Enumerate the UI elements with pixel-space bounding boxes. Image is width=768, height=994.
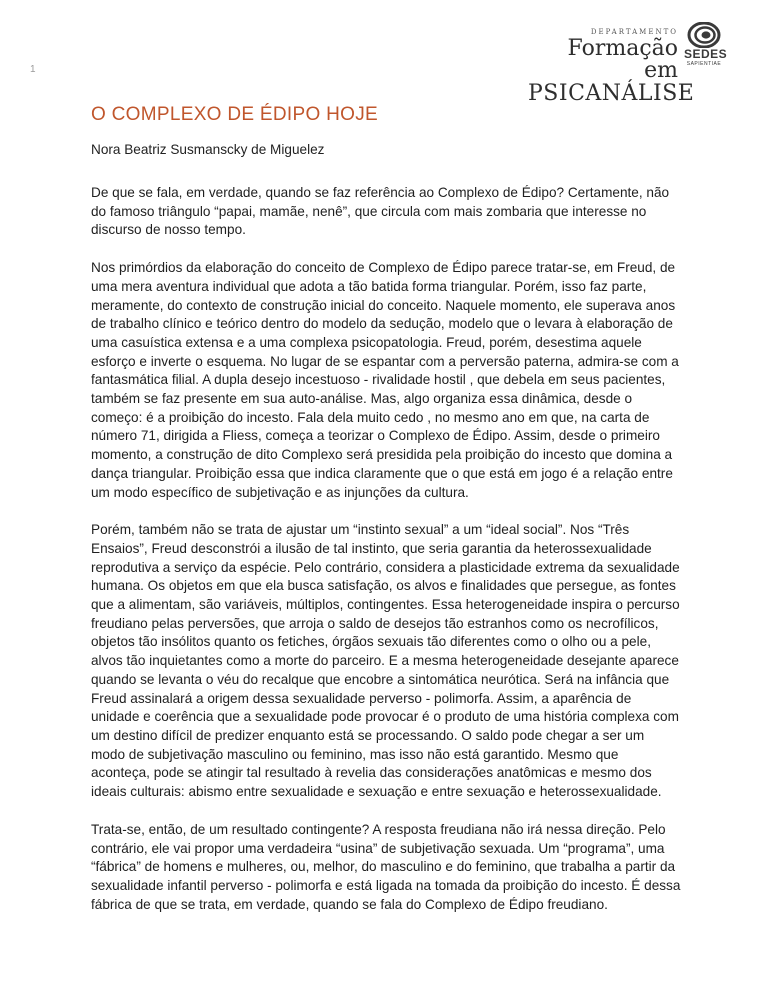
paragraph: De que se fala, em verdade, quando se faz referência ao Complexo de Édipo? Certamente, não do famoso triângulo “papai, mamãe, nenê”, que circula com mais zombaria que interesse no discurso de nosso tempo. (91, 185, 670, 238)
author-name: Nora Beatriz Susmanscky de Miguelez (91, 142, 325, 157)
paragraph: Nos primórdios da elaboração do conceito de Complexo de Édipo parece tratar-se, em Freud, de uma mera aventura individual que adota a tão batida forma triangular. Porém, isso faz parte, meramente, do contexto de construção inicial do conceito. Naquele momento, ele superava anos de trabalho clínico e teórico dentro do modelo da sedução, modelo que o levara à elaboração de uma casuística extensa e a uma complexa psicopatologia. Freud, porém, desestima aquele esforço e inverte o esquema. No lugar de se espantar com a perversão paterna, admira-se com a fantasmática filial. A dupla desejo incestuoso - rivalidade hostil , que debela em seus pacientes, também se faz presente em sua auto-análise. Mas, algo organiza essa dinâmica, desde o começo: é a proibição do incesto. Fala dela muito cedo , no mesmo ano em que, na carta de número 71, dirigida a Fliess, começa a teorizar o Complexo de Édipo. Assim, desde o primeiro momento, a construção de dito Complexo será presidida pela proibição do incesto que domina a dança triangular. Proibição essa que indica claramente que o que está em jogo é a relação entre um modo específico de subjetivação e as injunções da cultura. (91, 260, 679, 500)
seal-subtitle: SAPIENTIAE (686, 61, 722, 67)
page-number: 1 (30, 64, 36, 75)
spiral-seal-icon (687, 22, 721, 48)
paragraph: Porém, também não se trata de ajustar um “instinto sexual” a um “ideal social”. Nos “Três Ensaios”, Freud desconstrói a ilusão de tal instinto, que seria garantia da heterossexualidade reprodutiva a serviço da espécie. Pelo contrário, considera a plasticidade extrema da sexualidade humana. Os objetos em que ela busca satisfação, os alvos e finalidades que persegue, as fontes que a alimentam, são variáveis, múltiplos, contingentes. Essa heterogeneidade inspira o percurso freudiano pelas perversões, que arroja o saldo de desejos tão estranhos como os necrofílicos, objetos tão insólitos quanto os fetiches, órgãos sexuais tão diferentes como o olho ou a pele, alvos tão inquietantes como a morte do parceiro. E a mesma heterogeneidade desejante aparece quando se levanta o véu do recalque que encobre a sintomática neurótica. Será na infância que Freud assinalará a origem dessa sexualidade perverso - polimorfa. Assim, a aparência de unidade e coerência que a sexualidade pode provocar é o produto de uma história complexa com um destino difícil de predizer enquanto está se processando. O saldo pode chegar a ser um modo de subjetivação masculino ou feminino, mas isso não está garantido. Mesmo que aconteça, pode se atingir tal resultado à revelia das considerações anatômicas e mesmo dos ideais culturais: abismo entre sexualidade e sexuação e entre sexuação e heterossexualidade. (91, 522, 680, 800)
logo-line-psicanalise: PSICANÁLISE (528, 81, 695, 106)
department-logo (528, 26, 695, 106)
document-title: O COMPLEXO DE ÉDIPO HOJE (91, 104, 378, 125)
seal-name: SEDES (684, 47, 728, 61)
paragraph: Trata-se, então, de um resultado contingente? A resposta freudiana não irá nessa direção. Pelo contrário, ele vai propor uma verdadeira “usina” de subjetivação sexuada. Um “programa”, uma “fábrica” de homens e mulheres, ou, melhor, do masculino e do feminino, que trabalha a partir da sexualidade infantil perverso - polimorfa e está ligada na tomada da proibição do incesto. É dessa fábrica de que se trata, em verdade, quando se fala do Complexo de Édipo freudiano. (91, 821, 681, 912)
logo-department-label: DEPARTAMENTO (590, 28, 678, 36)
sedes-sapientiae-seal (684, 22, 728, 68)
logo-line-formacao: Formação em (567, 36, 678, 83)
document-body (91, 100, 681, 914)
